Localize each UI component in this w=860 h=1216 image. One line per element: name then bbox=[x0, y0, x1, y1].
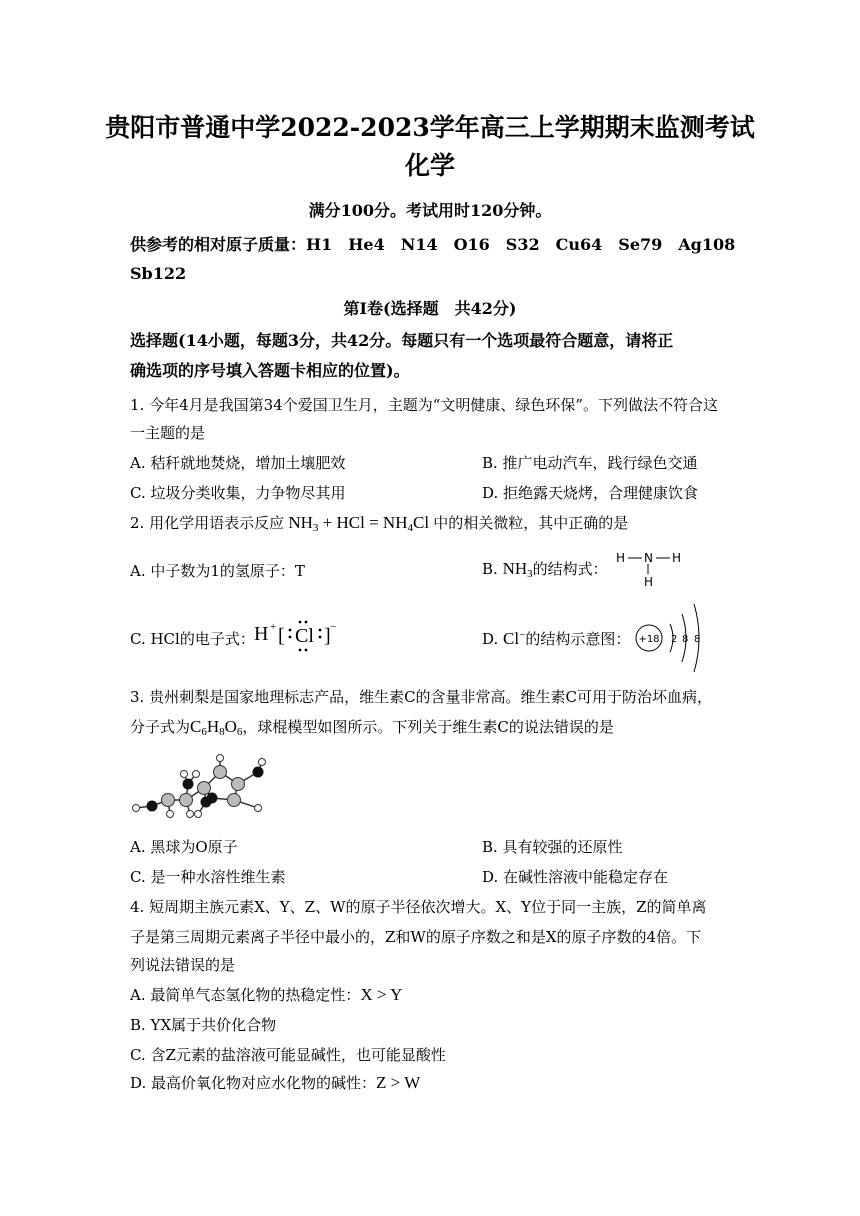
section-instruction-1: 选择题(14小题，每题3分，共42分。每题只有一个选项最符合题意，请将正 bbox=[130, 331, 674, 350]
atomic-mass-sb: Sb122 bbox=[130, 264, 187, 283]
q3-stem-1: 3. 贵州刺梨是国家地理标志产品，维生素C的含量非常高。维生素C可用于防治坏血病， bbox=[130, 688, 713, 706]
atomic-mass-cu: Cu64 bbox=[555, 235, 603, 254]
svg-text:8: 8 bbox=[682, 634, 689, 645]
q4-option-d-text: D. 最高价氧化物对应水化物的碱性： bbox=[130, 1074, 377, 1092]
q3-molecular-formula: $C_6H_8O_6$ bbox=[190, 717, 243, 738]
atomic-mass-line bbox=[130, 232, 735, 255]
cl-ion-atomic-structure-icon bbox=[632, 598, 712, 674]
q1-option-a: A. 秸秆就地焚烧，增加土壤肥效 bbox=[130, 454, 346, 472]
atomic-mass-o: O16 bbox=[453, 235, 490, 254]
svg-text:8: 8 bbox=[694, 634, 701, 645]
q2-stem-post: 中的相关微粒，其中正确的是 bbox=[433, 514, 629, 532]
atomic-mass-label: 供参考的相对原子质量： bbox=[130, 235, 307, 254]
q1-stem-2: 一主题的是 bbox=[130, 424, 206, 442]
q3-option-c: C. 是一种水溶性维生素 bbox=[130, 868, 286, 886]
svg-text:+: + bbox=[270, 621, 277, 633]
q2-stem-pre: 2. 用化学用语表示反应 bbox=[130, 514, 285, 532]
q3-stem-post: ，球棍模型如图所示。下列关于维生素C的说法错误的是 bbox=[242, 718, 614, 736]
q2-option-b-suffix: 的结构式： bbox=[532, 560, 608, 578]
q2-cl-ion-formula: Cl− bbox=[503, 629, 526, 648]
svg-text:H: H bbox=[254, 623, 269, 645]
exam-title: 贵阳市普通中学2022-2023学年高三上学期期末监测考试 bbox=[105, 113, 755, 142]
svg-text:[: [ bbox=[278, 625, 285, 647]
q1-option-d: D. 拒绝露天烧烤，合理健康饮食 bbox=[482, 484, 699, 502]
q4-stem-1: 4. 短周期主族元素X、Y、Z、W的原子半径依次增大。X、Y位于同一主族，Z的简单离 bbox=[130, 898, 707, 916]
vitamin-c-ball-stick-model-icon bbox=[126, 744, 276, 824]
atomic-mass-s: S32 bbox=[505, 235, 540, 254]
score-info: 满分100分。考试用时120分钟。 bbox=[308, 201, 552, 220]
svg-text:H: H bbox=[672, 551, 682, 565]
q3-stem-pre: 分子式为 bbox=[130, 718, 191, 736]
q4-option-c: C. 含Z元素的盐溶液可能显碱性，也可能显酸性 bbox=[130, 1046, 446, 1064]
atomic-mass-ag: Ag108 bbox=[678, 235, 736, 254]
q3-option-b: B. 具有较强的还原性 bbox=[482, 838, 623, 856]
atomic-mass-he: He4 bbox=[348, 235, 385, 254]
svg-text:Cl: Cl bbox=[295, 625, 314, 647]
q1-option-c: C. 垃圾分类收集，力争物尽其用 bbox=[130, 484, 346, 502]
section-instruction-2: 确选项的序号填入答题卡相应的位置)。 bbox=[130, 361, 410, 380]
q3-stem-2 bbox=[130, 716, 614, 738]
q4-option-d bbox=[130, 1072, 420, 1093]
q2-option-b bbox=[482, 558, 608, 580]
svg-text:H: H bbox=[644, 575, 654, 589]
q2-reaction-equation: $NH_3$ + HCl = $NH_4Cl$ bbox=[284, 513, 434, 534]
svg-text:+18: +18 bbox=[638, 634, 660, 645]
nh3-structural-formula-icon bbox=[612, 548, 686, 590]
q4-option-a-text: A. 最简单气态氢化物的热稳定性： bbox=[130, 986, 361, 1004]
q1-stem-1: 1. 今年4月是我国第34个爱国卫生月，主题为“文明健康、绿色环保”。下列做法不符合这 bbox=[130, 396, 719, 414]
svg-text:]: ] bbox=[324, 625, 331, 647]
q4-stem-3: 列说法错误的是 bbox=[130, 956, 236, 974]
atomic-mass-se: Se79 bbox=[618, 235, 663, 254]
q2-option-b-prefix: B. bbox=[482, 560, 498, 578]
svg-text:−: − bbox=[330, 621, 337, 633]
q2-stem bbox=[130, 512, 628, 534]
q2-option-d-prefix: D. bbox=[482, 630, 499, 648]
section-title: 第I卷(选择题 共42分) bbox=[343, 299, 517, 318]
q4-option-a bbox=[130, 984, 402, 1005]
q2-option-d bbox=[482, 628, 630, 649]
q4-option-a-expr: X > Y bbox=[360, 985, 403, 1004]
q3-option-d: D. 在碱性溶液中能稳定存在 bbox=[482, 868, 669, 886]
q3-option-a: A. 黑球为O原子 bbox=[130, 838, 238, 856]
q2-option-a: A. 中子数为1的氢原子：T bbox=[130, 562, 305, 580]
q2-option-c: C. HCl的电子式： bbox=[130, 630, 255, 648]
svg-text:N: N bbox=[644, 551, 653, 565]
q2-nh3-formula: $NH_3$ bbox=[502, 559, 533, 580]
svg-text:H: H bbox=[616, 551, 626, 565]
q1-option-b: B. 推广电动汽车，践行绿色交通 bbox=[482, 454, 698, 472]
q4-option-b: B. YX属于共价化合物 bbox=[130, 1016, 277, 1034]
atomic-mass-h: H1 bbox=[306, 235, 333, 254]
atomic-mass-n: N14 bbox=[400, 235, 438, 254]
svg-text:2: 2 bbox=[671, 634, 678, 645]
q4-stem-2: 子是第三周期元素离子半径中最小的，Z和W的原子序数之和是X的原子序数的4倍。下 bbox=[130, 928, 702, 946]
q4-option-d-expr: Z > W bbox=[376, 1073, 421, 1092]
hcl-electron-formula-icon bbox=[252, 614, 338, 656]
subject-title: 化学 bbox=[404, 151, 455, 180]
q2-option-d-suffix: 的结构示意图： bbox=[525, 630, 631, 648]
